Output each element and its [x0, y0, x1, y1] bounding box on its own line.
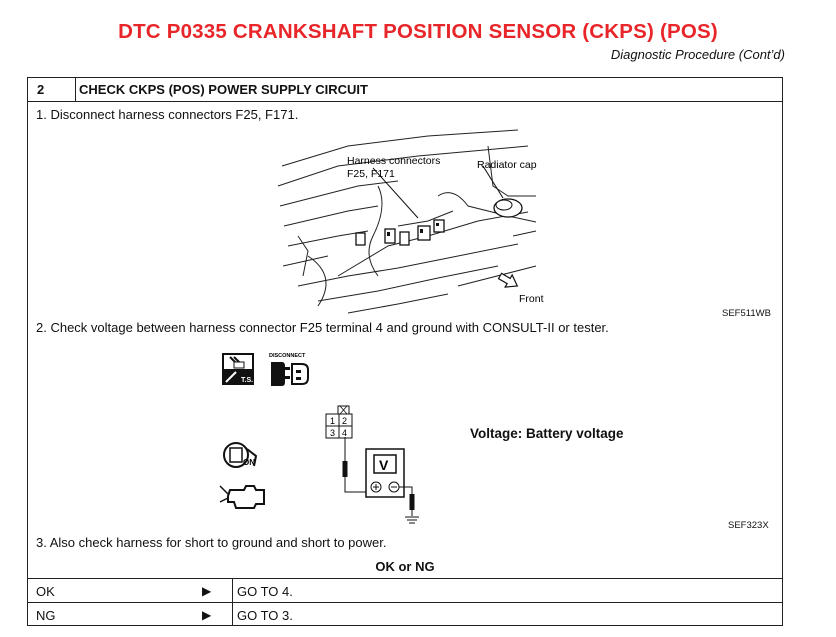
result-action: GO TO 4. [237, 584, 293, 599]
figure-code-1: SEF511WB [722, 308, 771, 319]
ground-symbol [405, 510, 419, 523]
procedure-table [27, 77, 783, 626]
svg-text:ON: ON [243, 458, 255, 467]
result-status: NG [36, 608, 56, 623]
label-radiator-cap: Radiator cap [477, 159, 537, 171]
svg-text:DISCONNECT: DISCONNECT [269, 353, 306, 359]
result-status: OK [36, 584, 55, 599]
expected-voltage: Voltage: Battery voltage [470, 426, 624, 441]
result-header: OK or NG [375, 559, 435, 574]
voltmeter-icon [366, 449, 404, 497]
instruction-1: 1. Disconnect harness connectors F25, F171. [36, 107, 299, 122]
label-harness-connectors: Harness connectors [347, 155, 441, 167]
figure-code-2: SEF323X [728, 520, 769, 531]
harness-connector-f25 [326, 406, 352, 438]
result-top-divider [28, 578, 782, 579]
instruction-2: 2. Check voltage between harness connector F25 terminal 4 and ground with CONSULT-II or tester. [36, 320, 609, 335]
header-divider [28, 101, 782, 102]
page-title: DTC P0335 CRANKSHAFT POSITION SENSOR (CKPS) (POS) [118, 20, 718, 43]
engine-icon [220, 486, 264, 508]
result-row-divider [28, 602, 782, 603]
step-title: CHECK CKPS (POS) POWER SUPPLY CIRCUIT [79, 82, 368, 97]
svg-text:2: 2 [342, 416, 348, 426]
instruction-3: 3. Also check harness for short to ground and short to power. [36, 535, 387, 550]
engine-bay-illustration [278, 126, 544, 316]
svg-text:1: 1 [330, 416, 336, 426]
result-action: GO TO 3. [237, 608, 293, 623]
label-connector-ids: F25, F171 [347, 168, 395, 180]
svg-text:3: 3 [330, 428, 336, 438]
svg-text:T.S.: T.S. [241, 377, 254, 384]
label-front: Front [519, 293, 544, 305]
result-arrow-icon: ▶ [202, 584, 212, 598]
disconnect-icon [269, 353, 308, 386]
result-column-divider [232, 578, 233, 626]
voltage-check-diagram [216, 346, 416, 526]
tester-icon [222, 353, 254, 385]
ignition-key-icon [224, 443, 256, 467]
result-arrow-icon: ▶ [202, 608, 212, 622]
step-number-divider [75, 78, 76, 101]
page-subtitle: Diagnostic Procedure (Cont’d) [610, 47, 785, 62]
step-number: 2 [37, 82, 45, 97]
svg-text:V: V [379, 457, 389, 473]
svg-text:4: 4 [342, 428, 348, 438]
